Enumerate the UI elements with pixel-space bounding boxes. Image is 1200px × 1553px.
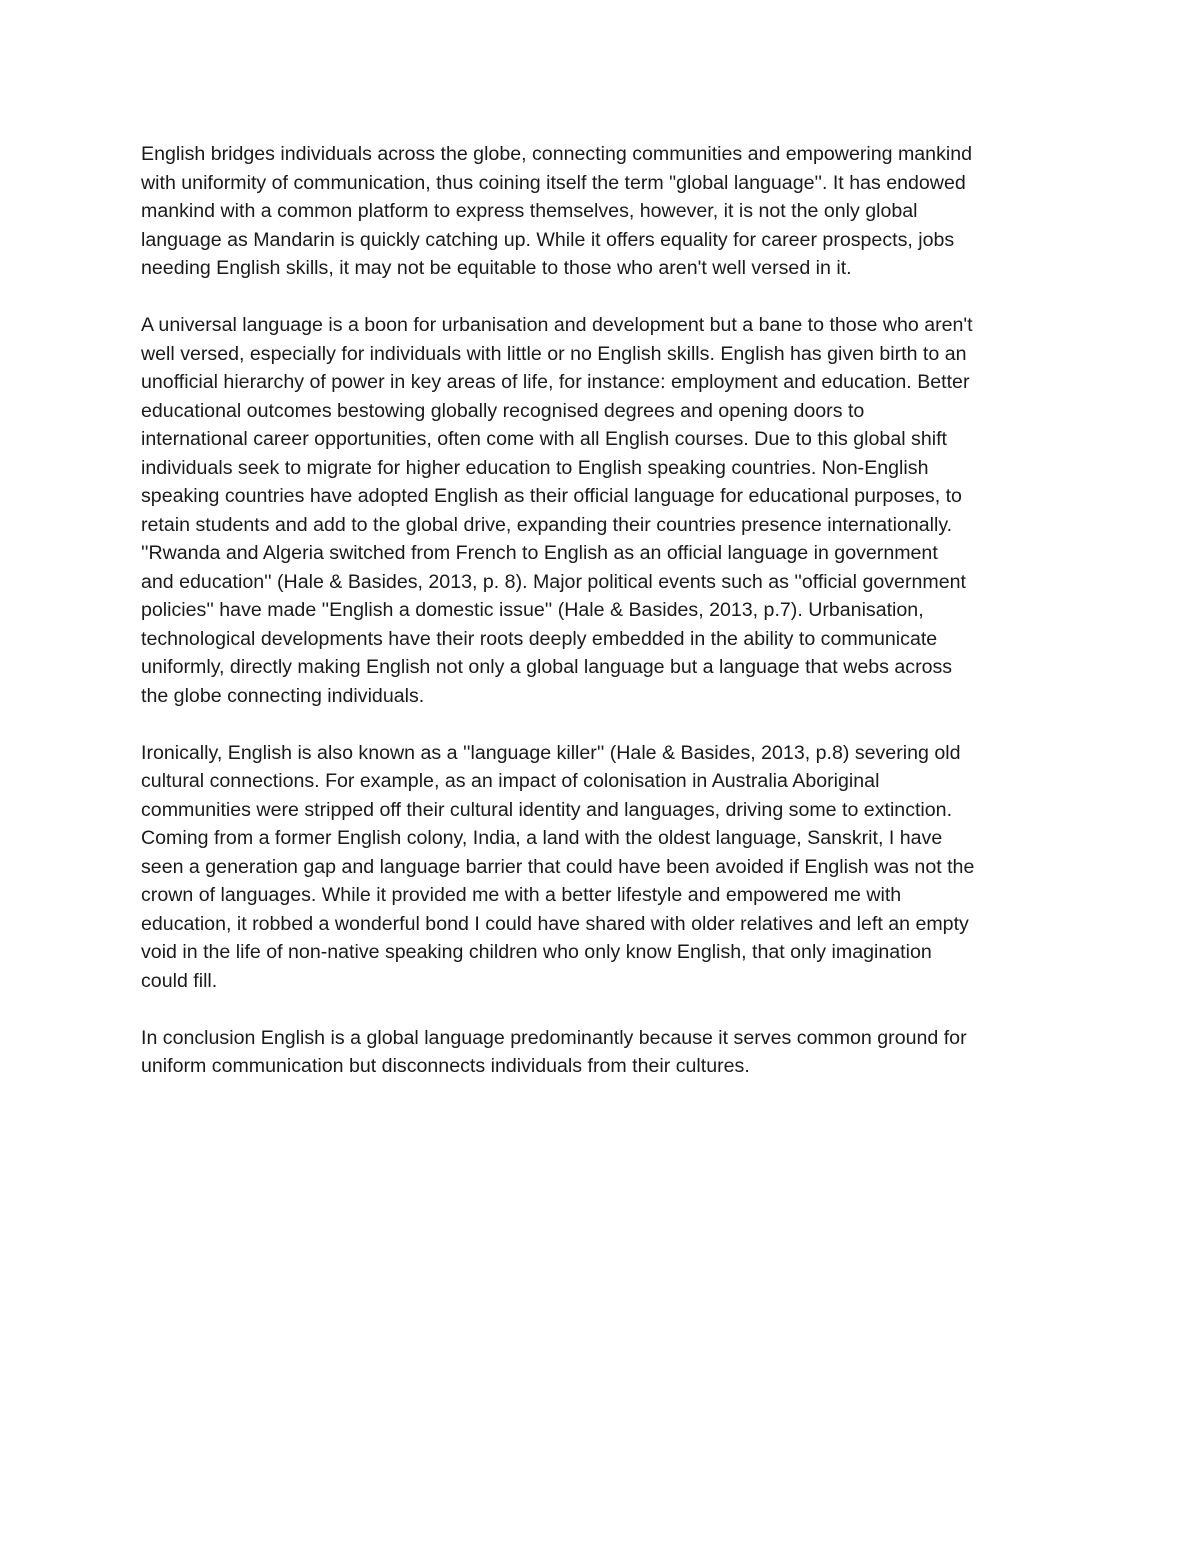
text-line: crown of languages. While it provided me with a better lifestyle and empowered me with [141,884,902,906]
text-line: well versed, especially for individuals with little or no English skills. English has given birth to an [141,342,967,365]
text-line: mankind with a common platform to express themselves, however, it is not the only global [141,200,918,222]
document-body [141,140,1066,1109]
text-line: education, it robbed a wonderful bond I could have shared with older relatives and left an empty [141,912,969,935]
text-line: could fill. [141,969,218,992]
text-line: Ironically, English is also known as a ''language killer'' (Hale & Basides, 2013, p.8) severing old [141,741,961,764]
text-line: needing English skills, it may not be equitable to those who aren't well versed in it. [141,257,852,279]
text-line: communities were stripped off their cultural identity and languages, driving some to extinction. [141,798,953,821]
paragraph-language-killer [141,739,1066,996]
text-line: uniform communication but disconnects individuals from their cultures. [141,1055,750,1077]
text-line: uniformly, directly making English not only a global language but a language that webs across [141,656,953,678]
text-line: policies'' have made ''English a domestic issue'' (Hale & Basides, 2013, p.7). Urbanisation, [141,599,924,621]
text-line: cultural connections. For example, as an impact of colonisation in Australia Aboriginal [141,770,880,792]
text-line: and education'' (Hale & Basides, 2013, p. 8). Major political events such as ''official government [141,570,966,593]
text-line: retain students and add to the global drive, expanding their countries presence internationally. [141,513,953,536]
text-line: the globe connecting individuals. [141,684,425,707]
paragraph-introduction [141,140,1066,283]
text-line: void in the life of non-native speaking children who only know English, that only imagination [141,941,932,963]
text-line: English bridges individuals across the globe, connecting communities and empowering mankind [141,143,973,165]
text-line: technological developments have their roots deeply embedded in the ability to communicate [141,627,938,650]
text-line: speaking countries have adopted English as their official language for educational purposes, to [141,485,962,507]
text-line: language as Mandarin is quickly catching up. While it offers equality for career prospects, jobs [141,228,955,251]
text-line: unofficial hierarchy of power in key areas of life, for instance: employment and education. Better [141,371,970,393]
text-line: ''Rwanda and Algeria switched from French to English as an official language in government [141,542,938,564]
text-line: Coming from a former English colony, India, a land with the oldest language, Sanskrit, I have [141,827,943,849]
paragraph-universal-language [141,311,1066,710]
text-line: with uniformity of communication, thus coining itself the term "global language''. It has endowed [141,171,966,194]
text-line: seen a generation gap and language barrier that could have been avoided if English was not the [141,855,975,878]
paragraph-conclusion [141,1024,1066,1081]
text-line: individuals seek to migrate for higher education to English speaking countries. Non-English [141,456,929,479]
text-line: educational outcomes bestowing globally recognised degrees and opening doors to [141,399,865,422]
text-line: A universal language is a boon for urbanisation and development but a bane to those who aren't [141,314,973,336]
text-line: international career opportunities, often come with all English courses. Due to this global shift [141,428,947,450]
text-line: In conclusion English is a global language predominantly because it serves common ground for [141,1026,967,1049]
